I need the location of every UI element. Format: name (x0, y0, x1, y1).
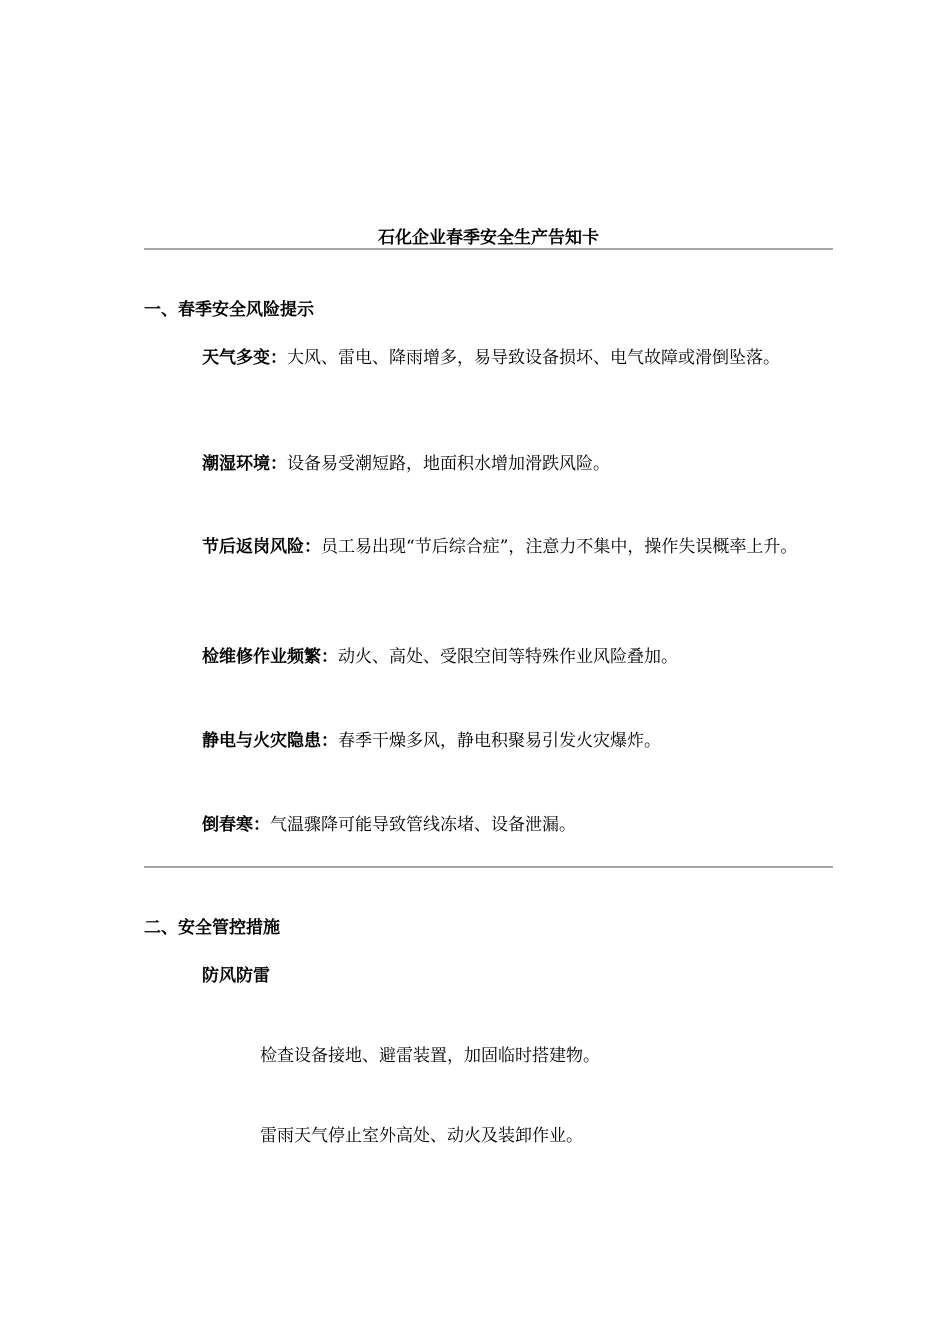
measure-item: 雷雨天气停止室外高处、动火及装卸作业。 (260, 1126, 583, 1146)
risk-term: 天气多变： (202, 348, 287, 368)
risk-item-weather (202, 345, 802, 372)
section-heading-measures: 二、安全管控措施 (144, 918, 280, 938)
risk-item-cold-snap (202, 812, 802, 839)
risk-term: 检维修作业频繁： (202, 647, 338, 667)
risk-text: 设备易受潮短路，地面积水增加滑跌风险。 (287, 454, 610, 474)
risk-text: 大风、雷电、降雨增多，易导致设备损坏、电气故障或滑倒坠落。 (287, 348, 780, 368)
risk-item-humidity (202, 451, 802, 478)
risk-term: 节后返岗风险： (202, 537, 321, 557)
title-divider (144, 248, 833, 250)
risk-text: 气温骤降可能导致管线冻堵、设备泄漏。 (270, 815, 576, 835)
risk-term: 倒春寒： (202, 815, 270, 835)
risk-term: 静电与火灾隐患： (202, 731, 338, 751)
section-heading-risks: 一、春季安全风险提示 (144, 300, 314, 320)
risk-item-post-holiday (202, 534, 802, 561)
risk-term: 潮湿环境： (202, 454, 287, 474)
subsection-title-wind-lightning: 防风防雷 (202, 966, 270, 986)
measure-item: 检查设备接地、避雷装置，加固临时搭建物。 (260, 1046, 600, 1066)
risk-text: 员工易出现“节后综合症”，注意力不集中，操作失误概率上升。 (321, 537, 798, 557)
risk-text: 春季干燥多风，静电积聚易引发火灾爆炸。 (338, 731, 661, 751)
section-divider (144, 866, 833, 868)
document-title: 石化企业春季安全生产告知卡 (378, 228, 599, 248)
risk-item-static-fire (202, 728, 802, 755)
risk-item-maintenance (202, 644, 802, 671)
risk-text: 动火、高处、受限空间等特殊作业风险叠加。 (338, 647, 678, 667)
